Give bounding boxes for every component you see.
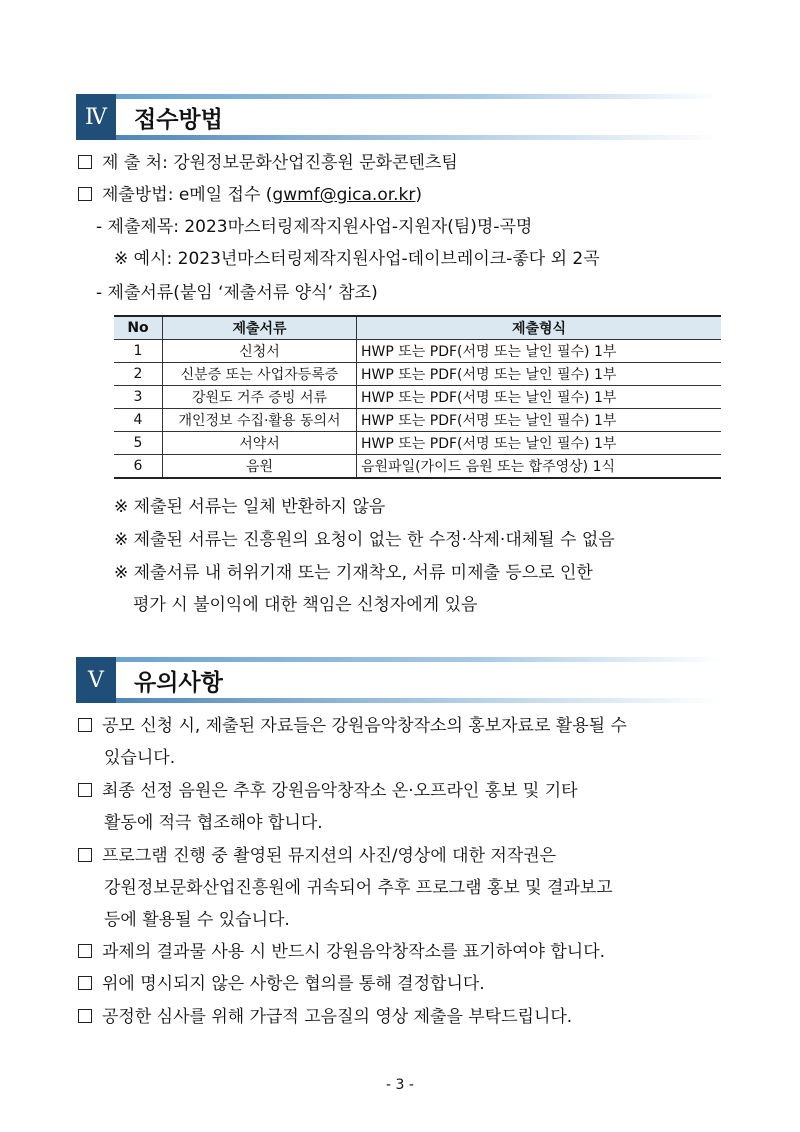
notice-continuation: 등에 활용될 수 있습니다. [104,910,290,930]
cell-no: 1 [114,340,163,363]
notice-text: 최종 선정 음원은 추후 강원음악창작소 온·오프라인 홍보 및 기타 [102,781,578,801]
method-suffix: ) [415,185,423,205]
method-text: 제출방법: e메일 접수 ( [102,185,273,205]
email-link[interactable]: gwmf@gica.or.kr [272,185,416,205]
table-row [114,363,721,386]
cell-format: 음원파일(가이드 음원 또는 합주영상) 1식 [357,455,722,479]
cell-format: HWP 또는 PDF(서명 또는 날인 필수) 1부 [357,432,722,455]
cell-doc: 음원 [163,455,357,479]
notice-item [78,714,627,738]
table-row [114,409,721,432]
note-line: ※ 제출된 서류는 일체 반환하지 않음 [114,497,386,517]
section-5-header [76,657,721,703]
docs-line: - 제출서류(붙임 ‘제출서류 양식’ 참조) [96,283,378,303]
method-item [78,183,422,207]
page-number: - 3 - [386,1077,414,1093]
notice-item [78,940,605,964]
col-format-header: 제출형식 [357,316,722,340]
checkbox-square-icon [78,976,92,990]
col-doc-header: 제출서류 [163,316,357,340]
table-row [114,432,721,455]
col-no-header: No [114,316,163,340]
note-line: ※ 제출서류 내 허위기재 또는 기재착오, 서류 미제출 등으로 인한 [114,563,593,583]
notice-text: 공정한 심사를 위해 가급적 고음질의 영상 제출을 부탁드립니다. [102,1007,573,1027]
notice-text: 공모 신청 시, 제출된 자료들은 강원음악창작소의 홍보자료로 활용될 수 [102,716,627,736]
cell-no: 2 [114,363,163,386]
section-5-number: Ⅴ [76,657,116,703]
cell-format: HWP 또는 PDF(서명 또는 날인 필수) 1부 [357,409,722,432]
cell-doc: 강원도 거주 증빙 서류 [163,386,357,409]
checkbox-square-icon [78,187,92,201]
notice-item [78,844,556,868]
table-header-row [114,316,721,340]
notice-text: 과제의 결과물 사용 시 반드시 강원음악창작소를 표기하여야 합니다. [102,942,606,962]
cell-format: HWP 또는 PDF(서명 또는 날인 필수) 1부 [357,363,722,386]
table-row [114,340,721,363]
checkbox-square-icon [78,718,92,732]
notice-continuation: 있습니다. [104,748,176,768]
documents-table [114,315,721,479]
subject-line: - 제출제목: 2023마스터링제작지원사업-지원자(팀)명-곡명 [96,217,533,237]
cell-no: 5 [114,432,163,455]
checkbox-square-icon [78,848,92,862]
section-4-header [76,94,721,140]
notice-item [78,972,485,996]
checkbox-square-icon [78,783,92,797]
notice-continuation: 활동에 적극 협조해야 합니다. [104,813,323,833]
cell-no: 3 [114,386,163,409]
submit-to-item [78,151,458,175]
checkbox-square-icon [78,155,92,169]
notice-continuation: 강원정보문화산업진흥원에 귀속되어 추후 프로그램 홍보 및 결과보고 [104,878,613,898]
cell-format: HWP 또는 PDF(서명 또는 날인 필수) 1부 [357,386,722,409]
notice-item [78,1005,572,1029]
section-5-title: 유의사항 [134,670,223,696]
checkbox-square-icon [78,1009,92,1023]
checkbox-square-icon [78,944,92,958]
header-band-top [116,94,721,99]
notice-item [78,779,578,803]
note-line: 평가 시 불이익에 대한 책임은 신청자에게 있음 [133,595,478,615]
table-row [114,455,721,479]
cell-doc: 신청서 [163,340,357,363]
header-band-top [116,657,721,662]
notice-text: 위에 명시되지 않은 사항은 협의를 통해 결정합니다. [102,974,485,994]
section-4-title: 접수방법 [134,107,223,133]
header-band-bottom [116,698,721,703]
section-4-number: Ⅳ [76,94,116,140]
cell-format: HWP 또는 PDF(서명 또는 날인 필수) 1부 [357,340,722,363]
submit-to-text: 제 출 처: 강원정보문화산업진흥원 문화콘텐츠팀 [102,153,458,173]
table-row [114,386,721,409]
header-band-bottom [116,135,721,140]
cell-no: 6 [114,455,163,479]
cell-doc: 서약서 [163,432,357,455]
notice-text: 프로그램 진행 중 촬영된 뮤지션의 사진/영상에 대한 저작권은 [102,846,557,866]
example-line: ※ 예시: 2023년마스터링제작지원사업-데이브레이크-좋다 외 2곡 [114,249,600,269]
cell-doc: 개인정보 수집·활용 동의서 [163,409,357,432]
note-line: ※ 제출된 서류는 진흥원의 요청이 없는 한 수정·삭제·대체될 수 없음 [114,530,615,550]
cell-doc: 신분증 또는 사업자등록증 [163,363,357,386]
cell-no: 4 [114,409,163,432]
